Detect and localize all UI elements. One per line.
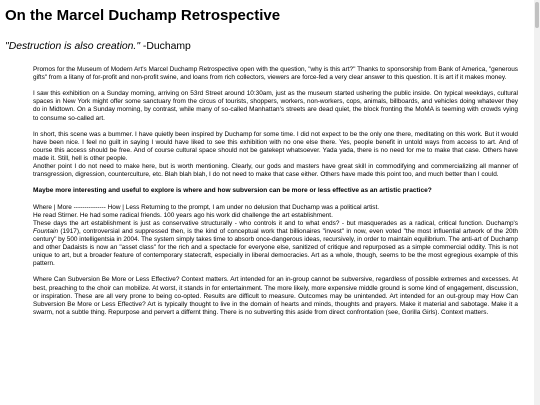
scrollbar-thumb[interactable] xyxy=(535,2,539,28)
paragraph-context-matters: Where Can Subversion Be More or Less Effective? Context matters. Art intended for an in-group cannot be subversive, regardless of possible extremes and excesses. At best, preaching to the choir can mobilize. At worst, it stands in for entertainment. The more likely, more expensive middle ground is some kind of engagement, discussion, or inspiration. These are all very prone to being co-opted. Results are difficult to measure. Outcomes may be unintended. Art intended for an out-group may How Can Subversion Be More or Less Effective? Art is typically thought to live in the domain of hearts and minds, thoughts and prayers. Make it material and sabotage. Make it a swarm, not a subtle thing. Repurpose and pervert a differnt thing. There is no subverting this aside from direct confrontation (see, Gorilla Girls). Context matters. xyxy=(33,276,518,316)
paragraph-bummer: In short, this scene was a bummer. I have quietly been inspired by Duchamp for some time. I did not expect to be the only one there, meditating on this work. But it would have been nice. I feel no guilt in saying I would have liked to see this exhibition with no one else there. Yes, people benefit in untold ways from access to art. And of course this access should be free. And of course cultural space should not be gatekept whatsoever. Yada yada, there is no need for me to make that case. Others have made it. Still, hell is other people. xyxy=(33,130,518,163)
establishment-text-start: These days the art establishment is just as conservative structurally - who controls it and to what ends? - but masquerades as a radical, critical function. Duchamp's xyxy=(33,219,518,227)
paragraph-art-establishment xyxy=(33,220,518,269)
epigraph-attribution: -Duchamp xyxy=(140,41,191,52)
paragraph-sponsorship: Promos for the Museum of Modern Art's Marcel Duchamp Retrospective open with the question, "why is this art?" Thanks to sponsorship from Bank of America, "generous gifts" from a litany of for-profit and non-profit swine, and loans from rich collectors, viewers are force-fed a very clear answer to this question. It is art if it makes money. xyxy=(33,66,518,82)
paragraph-where-how: Where | More --------------- How | Less Returning to the prompt, I am under no delusion that Duchamp was a political artist. xyxy=(33,203,380,211)
section-question: Maybe more interesting and useful to explore is where and how subversion can be more or less effective as an artistic practice? xyxy=(33,187,432,195)
article-body xyxy=(33,66,518,325)
paragraph-sunday-visit: I saw this exhibition on a Sunday morning, arriving on 53rd Street around 10:30am, just as the museum started ushering the public inside. On typical weekdays, cultural spaces in New York might offer some sanctuary from the circus of tourists, shoppers, workers, non-workers, cops, animals, billboards, and vehicles doing whatever they do in Midtown. On a Sunday morning, by contrast, while many of so-called Manhattan's streets are dead quiet, the block fronting the MoMA is teeming with crowds vying to consume so-called art. xyxy=(33,90,518,122)
fountain-title: Fountain xyxy=(33,227,59,235)
vertical-scrollbar[interactable] xyxy=(534,0,540,405)
epigraph xyxy=(5,40,191,54)
page-title: On the Marcel Duchamp Retrospective xyxy=(5,7,281,24)
epigraph-quote: "Destruction is also creation." xyxy=(5,41,141,52)
paragraph-commodifying: Another point I do not need to make here, but is worth mentioning. Clearly, our gods and masters have great skill in commodifying and commercializing all manner of transgression, digression, counterculture, etc. Blah blah blah, I do not need to make that case either. Others have made this point too, and much better than I could. xyxy=(33,163,518,179)
paragraph-stirner: He read Stirner. He had some radical friends. 100 years ago his work did challenge the art establishment. xyxy=(33,211,333,219)
establishment-text-end: (1917), controversial and suppressed then, is the kind of conceptual work that billionaires "invest" in now, even voted "the most influential artwork of the 20th century" by 500 intelligentsia in 2004. The system simply takes time to absorb once-dangerous ideas, recursively, in order to maintain equilibrium. The anti-art of Duchamp and other Dadaists is now an "asset class" for the rich and a spectacle for everyone else, sanitized of critique and repurposed as a simple commercial oddity. This is not unique to art, but a broader feature of contemporary statecraft, especially in liberal democracies. Art as a whole, though, seems to be the most egregious example of this pattern. xyxy=(33,227,518,268)
